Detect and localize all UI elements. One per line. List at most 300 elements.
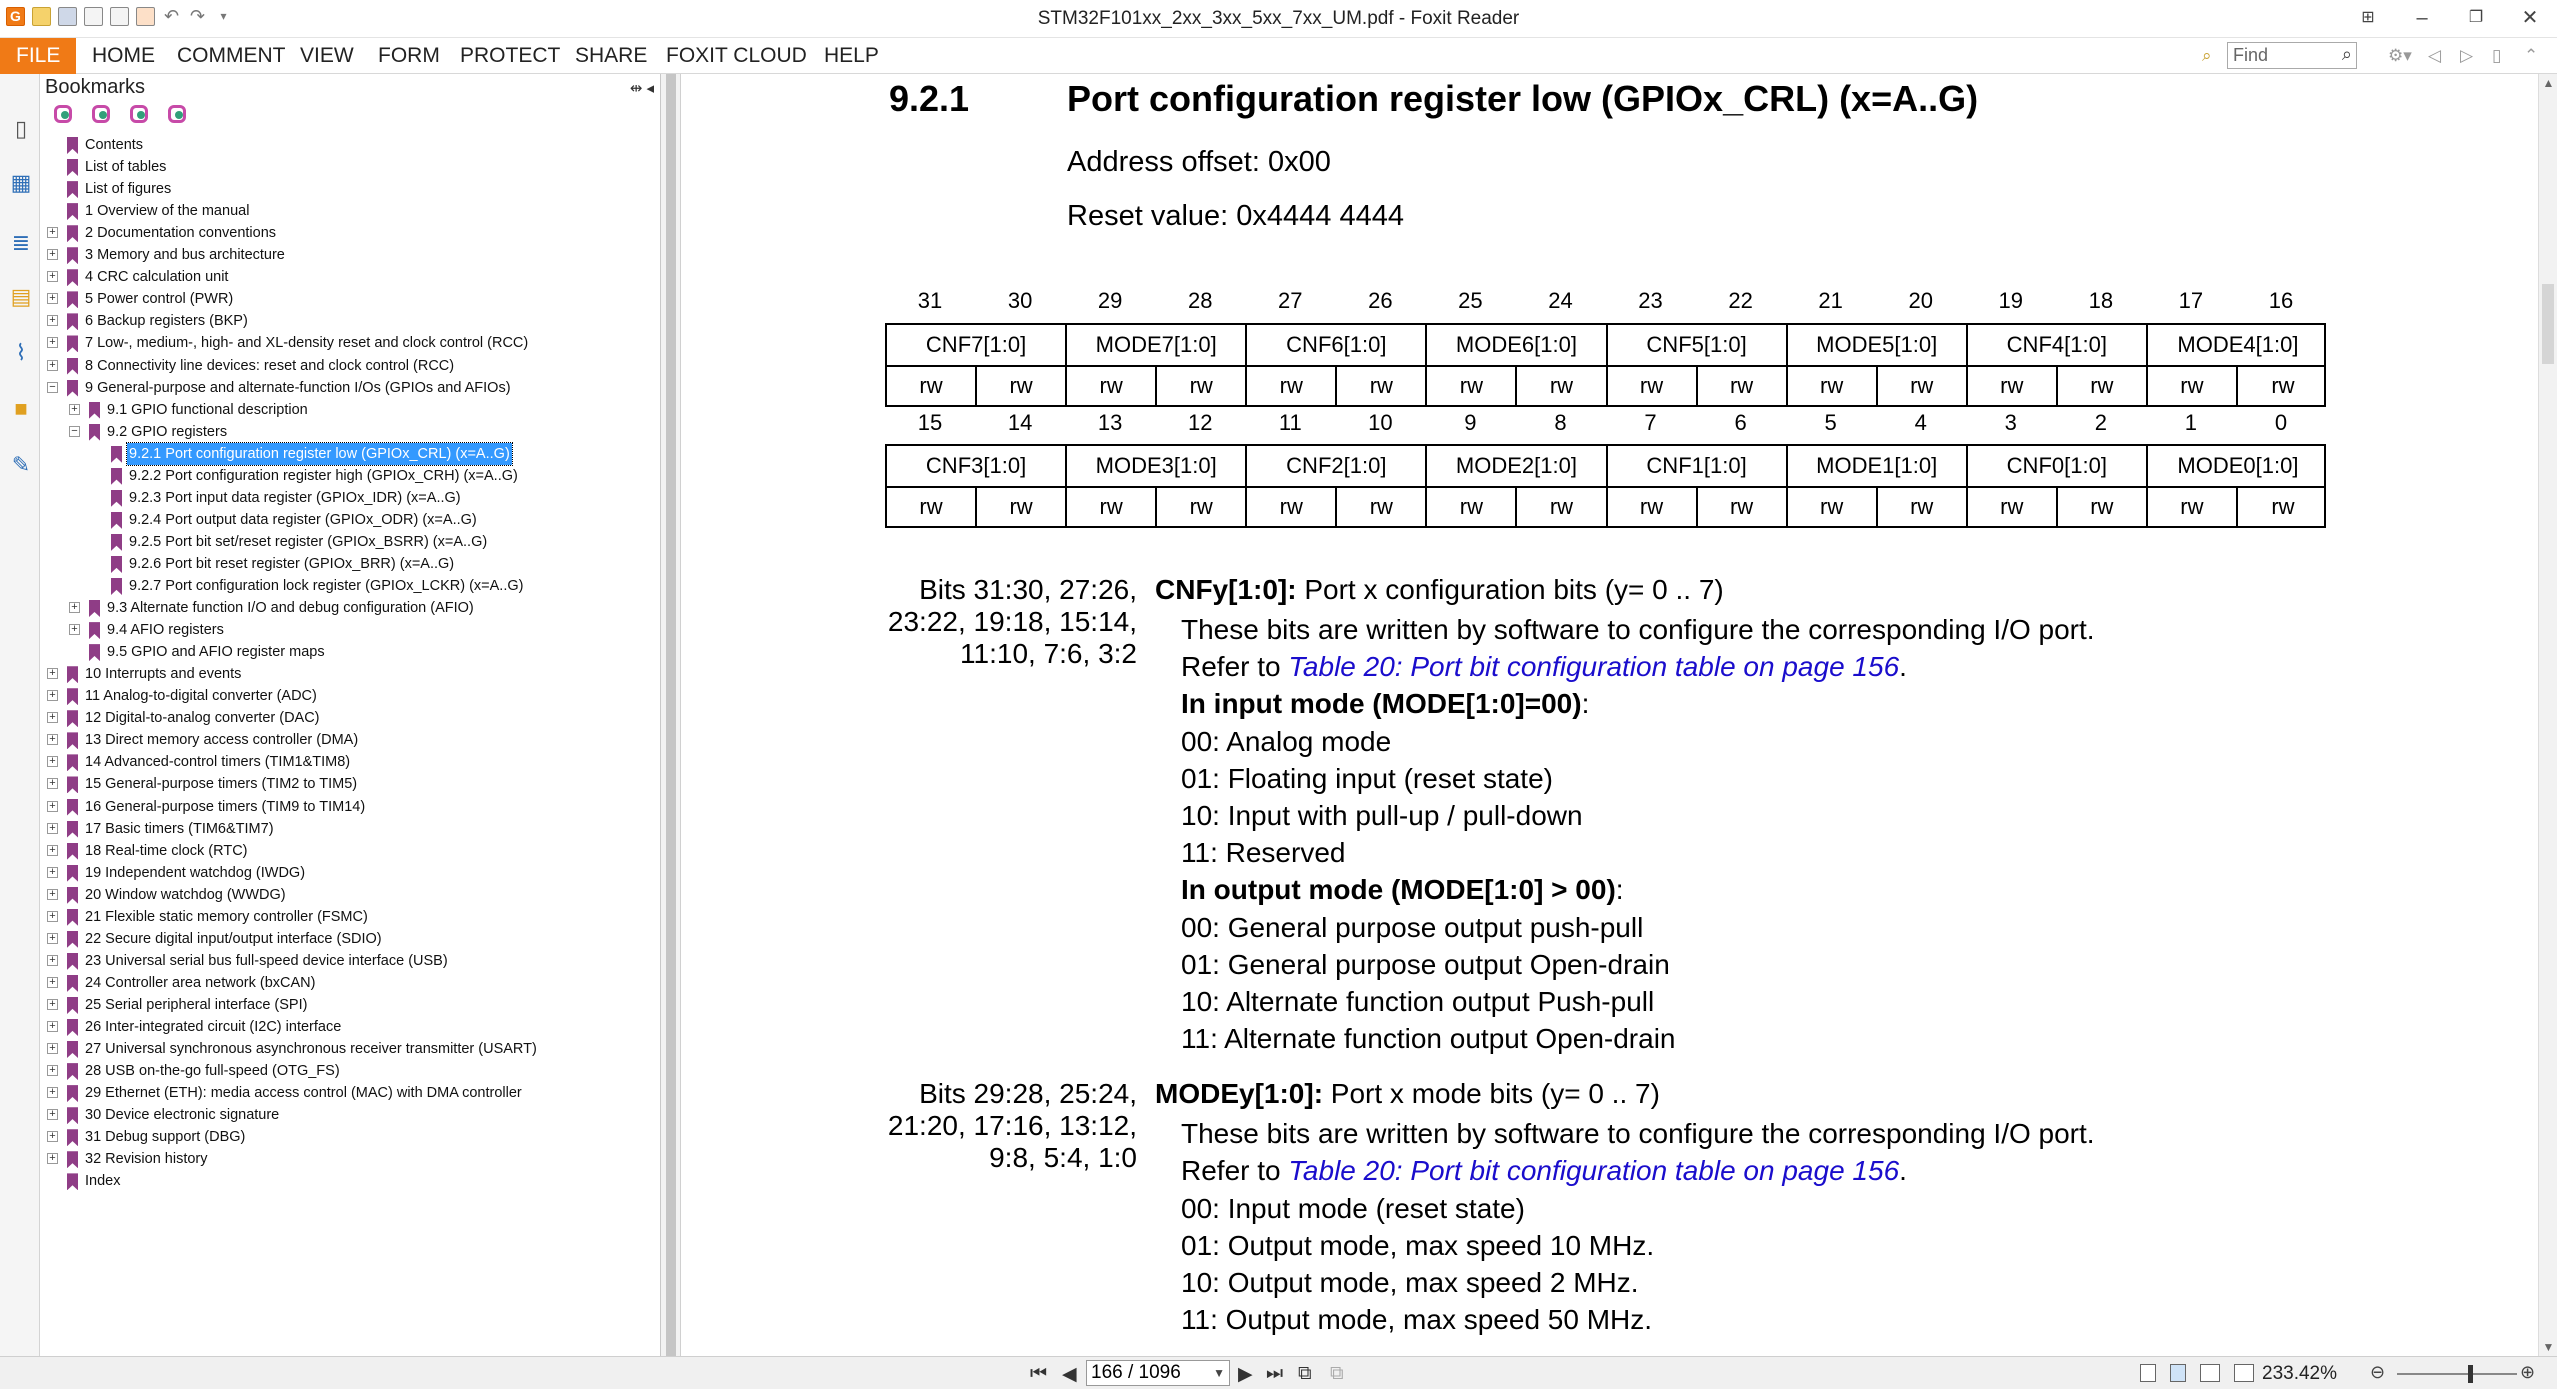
bookmark-label: 9.2 GPIO registers	[107, 423, 228, 440]
bookmark-icon	[67, 225, 78, 242]
bookmark-label: List of tables	[85, 159, 167, 176]
bit-number: 18	[2088, 288, 2114, 313]
bookmark-item[interactable]	[40, 399, 660, 421]
bookmark-item[interactable]	[40, 818, 660, 840]
continuous-page-icon[interactable]	[2170, 1364, 2186, 1382]
bookmark-icon	[67, 291, 78, 308]
bit-number: 6	[1734, 410, 1747, 435]
menu-bar	[0, 38, 2557, 74]
previous-page-icon[interactable]: ◀	[1062, 1364, 1077, 1385]
first-page-icon[interactable]: ⏮	[1030, 1363, 1048, 1384]
mode-heading: MODEy[1:0]: Port x mode bits (y= 0 .. 7)	[1155, 1078, 1660, 1109]
access-cell: rw	[977, 367, 1067, 405]
delete-bookmark-icon[interactable]	[88, 103, 110, 125]
table-20-link[interactable]: Table 20: Port bit configuration table on page 156	[1288, 651, 1900, 682]
expand-icon[interactable]: +	[47, 227, 58, 238]
bookmark-label: 9.2.5 Port bit set/reset register (GPIOx_BSRR) (x=A..G)	[129, 533, 488, 550]
expand-icon[interactable]: +	[69, 404, 80, 415]
bookmark-label: Contents	[85, 137, 144, 153]
bookmark-item[interactable]	[40, 950, 660, 972]
ribbon-toggle-icon[interactable]: ▯	[2492, 46, 2502, 65]
reset-value: Reset value: 0x4444 4444	[1067, 200, 1404, 232]
scroll-down-icon[interactable]: ▼	[2542, 1340, 2555, 1354]
expand-icon[interactable]: +	[47, 668, 58, 679]
expand-icon[interactable]: +	[69, 602, 80, 613]
bookmark-label: 22 Secure digital input/output interface (SDIO)	[85, 930, 382, 947]
field-row-low	[885, 444, 2326, 486]
bookmark-item[interactable]	[40, 884, 660, 906]
bookmark-item[interactable]	[40, 906, 660, 928]
bookmark-label: 21 Flexible static memory controller (FSMC)	[85, 908, 368, 925]
input-mode-item: 11: Reserved	[1181, 837, 1346, 868]
expand-icon[interactable]: +	[47, 801, 58, 812]
next-result-icon[interactable]: ▷	[2460, 46, 2474, 65]
panel-splitter[interactable]	[661, 74, 681, 1356]
bookmark-item[interactable]	[40, 355, 660, 377]
restore-button[interactable]: ❐	[2468, 9, 2484, 26]
bookmark-label: 20 Window watchdog (WWDG)	[85, 886, 286, 903]
bookmark-item[interactable]	[40, 773, 660, 795]
comments-icon[interactable]: ▤	[10, 284, 32, 309]
bookmark-icon	[67, 1129, 78, 1146]
zoom-slider[interactable]	[2397, 1373, 2517, 1375]
expand-icon[interactable]: +	[47, 360, 58, 371]
bit-number: 8	[1554, 410, 1567, 435]
expand-icon[interactable]: +	[47, 1109, 58, 1120]
bit-number: 12	[1187, 410, 1213, 435]
expand-icon[interactable]: +	[47, 271, 58, 282]
cnf-bits-label: Bits 31:30, 27:26, 23:22, 19:18, 15:14, 11:10, 7:6, 3:2	[887, 574, 1137, 669]
bookmark-icon	[67, 997, 78, 1014]
field-row-high	[885, 323, 2326, 365]
bookmark-item[interactable]	[40, 707, 660, 729]
bookmark-item[interactable]	[40, 310, 660, 332]
bookmark-label: 3 Memory and bus architecture	[85, 247, 285, 264]
expand-icon[interactable]: +	[47, 1131, 58, 1142]
bookmark-icon	[67, 335, 78, 352]
bit-number: 23	[1638, 288, 1663, 313]
mode-item: 10: Output mode, max speed 2 MHz.	[1181, 1267, 1639, 1298]
access-cell: rw	[1067, 367, 1157, 405]
bookmarks-panel	[40, 74, 661, 1356]
bookmark-icon	[67, 358, 78, 375]
mode-item: 11: Output mode, max speed 50 MHz.	[1181, 1304, 1653, 1335]
bit-numbers-high	[885, 288, 2326, 318]
bookmark-icon	[67, 953, 78, 970]
access-row-low	[885, 486, 2326, 528]
bookmark-item[interactable]	[40, 266, 660, 288]
expand-icon[interactable]: +	[47, 778, 58, 789]
expand-icon[interactable]: +	[47, 1021, 58, 1032]
mode-item: 00: Input mode (reset state)	[1181, 1193, 1525, 1224]
access-cell: rw	[1698, 367, 1788, 405]
register-field: MODE3[1:0]	[1067, 446, 1247, 486]
bookmark-label: List of figures	[85, 181, 172, 198]
bookmark-item[interactable]	[40, 1082, 660, 1104]
access-cell: rw	[2058, 488, 2148, 526]
access-cell: rw	[1157, 367, 1247, 405]
expand-icon[interactable]: +	[69, 624, 80, 635]
scroll-up-icon[interactable]: ▲	[2542, 76, 2555, 90]
bookmark-icon	[67, 754, 78, 771]
vertical-scrollbar[interactable]	[2538, 74, 2557, 1356]
pages-icon[interactable]: ▦	[10, 170, 32, 195]
register-field: MODE2[1:0]	[1427, 446, 1607, 486]
bookmark-icon	[67, 843, 78, 860]
access-row-high	[885, 365, 2326, 407]
expand-icon[interactable]: +	[47, 1087, 58, 1098]
menu-file[interactable]: FILE	[0, 38, 76, 74]
foxit-logo-icon[interactable]: G	[6, 7, 25, 26]
bookmark-icon	[89, 600, 100, 617]
expand-icon[interactable]: +	[47, 734, 58, 745]
bit-number: 3	[2004, 410, 2017, 435]
bookmark-label: 4 CRC calculation unit	[85, 269, 229, 286]
expand-icon[interactable]: +	[47, 911, 58, 922]
access-cell: rw	[1788, 367, 1878, 405]
expand-icon[interactable]: +	[47, 293, 58, 304]
bookmark-icon	[89, 402, 100, 419]
bit-number: 22	[1728, 288, 1753, 313]
title-bar	[0, 0, 2557, 38]
bookmark-item[interactable]	[40, 244, 660, 266]
bookmark-icon	[67, 1063, 78, 1080]
bookmark-icon	[111, 512, 122, 529]
register-field: CNF5[1:0]	[1608, 325, 1788, 365]
bookmark-icon	[67, 1085, 78, 1102]
bookmark-item[interactable]	[40, 796, 660, 818]
facing-pages-icon[interactable]	[2200, 1364, 2220, 1382]
bookmark-item[interactable]	[40, 685, 660, 707]
search-icon[interactable]: ⌕	[2341, 44, 2352, 64]
bookmark-item[interactable]	[40, 1126, 660, 1148]
settings-icon[interactable]: ⚙▾	[2388, 46, 2412, 65]
register-field: CNF6[1:0]	[1247, 325, 1427, 365]
bookmark-item[interactable]	[40, 531, 660, 553]
bookmark-label: 29 Ethernet (ETH): media access control (MAC) with DMA controller	[85, 1085, 522, 1102]
access-cell: rw	[1067, 488, 1157, 526]
input-mode-item: 10: Input with pull-up / pull-down	[1181, 800, 1583, 831]
bookmark-toolbar	[40, 100, 660, 128]
bookmark-label: Index	[85, 1173, 121, 1190]
access-cell: rw	[2058, 367, 2148, 405]
bookmark-icon	[67, 1107, 78, 1124]
bit-number: 29	[1097, 288, 1123, 313]
bit-number: 7	[1644, 410, 1657, 435]
expand-icon[interactable]: +	[47, 315, 58, 326]
bookmark-item[interactable]	[40, 222, 660, 244]
bit-number: 20	[1908, 288, 1933, 313]
bit-number: 25	[1458, 288, 1483, 313]
bookmark-item[interactable]	[40, 1104, 660, 1126]
access-cell: rw	[1608, 488, 1698, 526]
previous-view-icon[interactable]: ⧉	[1298, 1363, 1312, 1384]
mode-refer: Refer to Table 20: Port bit configuration table on page 156.	[1181, 1155, 1907, 1186]
access-cell: rw	[1517, 367, 1607, 405]
expand-icon[interactable]: +	[47, 823, 58, 834]
access-cell: rw	[1247, 488, 1337, 526]
menu-foxit-cloud[interactable]: FOXIT CLOUD	[666, 44, 807, 67]
bookmark-label: 9 General-purpose and alternate-function I/Os (GPIOs and AFIOs)	[85, 379, 511, 396]
bookmark-item[interactable]	[40, 994, 660, 1016]
bit-number: 27	[1278, 288, 1303, 313]
bookmark-icon	[67, 1019, 78, 1036]
register-field: CNF2[1:0]	[1247, 446, 1427, 486]
bookmark-icon	[67, 666, 78, 683]
bit-number: 0	[2274, 410, 2288, 435]
expand-icon[interactable]: +	[47, 690, 58, 701]
bookmark-item[interactable]	[40, 663, 660, 685]
bit-number: 21	[1818, 288, 1843, 313]
next-page-icon[interactable]: ▶	[1238, 1364, 1253, 1385]
bookmarks-header	[40, 74, 660, 100]
bookmark-label: 24 Controller area network (bxCAN)	[85, 974, 316, 991]
collapse-icon[interactable]: −	[69, 426, 80, 437]
access-cell: rw	[2148, 367, 2238, 405]
access-cell: rw	[1608, 367, 1698, 405]
expand-icon[interactable]: +	[47, 1065, 58, 1076]
expand-icon[interactable]: +	[47, 867, 58, 878]
bookmark-label: 9.2.1 Port configuration register low (GPIOx_CRL) (x=A..G)	[127, 443, 512, 465]
bookmark-icon	[111, 534, 122, 551]
bookmark-item[interactable]	[40, 619, 660, 641]
previous-result-icon[interactable]: ◁	[2428, 46, 2442, 65]
input-mode-heading: In input mode (MODE[1:0]=00):	[1181, 688, 1590, 719]
bit-number: 9	[1464, 410, 1477, 435]
access-cell: rw	[1517, 488, 1607, 526]
bookmark-item[interactable]	[40, 509, 660, 531]
bookmark-icon	[67, 203, 78, 220]
bookmark-item[interactable]	[40, 178, 660, 200]
minimize-button[interactable]: –	[2416, 7, 2428, 29]
bit-number: 2	[2094, 410, 2107, 435]
page-number-input[interactable]: 166 / 1096 ▼	[1086, 1360, 1230, 1386]
collapse-icon[interactable]: −	[47, 382, 58, 393]
chevron-down-icon[interactable]: ▼	[1213, 1366, 1225, 1380]
access-cell: rw	[1878, 367, 1968, 405]
bookmark-item[interactable]	[40, 1148, 660, 1170]
bookmark-icon	[67, 181, 78, 198]
bookmark-item[interactable]	[40, 1170, 660, 1192]
bit-number: 11	[1278, 410, 1302, 435]
scrollbar-thumb[interactable]	[2542, 284, 2554, 364]
expand-icon[interactable]: +	[47, 933, 58, 944]
bookmark-item[interactable]	[40, 200, 660, 222]
bookmark-label: 30 Device electronic signature	[85, 1107, 280, 1124]
bookmark-item[interactable]	[40, 332, 660, 354]
access-cell: rw	[1157, 488, 1247, 526]
zoom-out-icon[interactable]: ⊖	[2370, 1362, 2386, 1382]
menu-form[interactable]: FORM	[378, 44, 440, 67]
bookmark-icon	[67, 137, 78, 154]
menu-home[interactable]: HOME	[92, 44, 155, 67]
bookmark-item[interactable]	[40, 1016, 660, 1038]
expand-icon[interactable]: +	[47, 845, 58, 856]
access-cell: rw	[1427, 367, 1517, 405]
access-cell: rw	[1878, 488, 1968, 526]
bookmark-label: 13 Direct memory access controller (DMA)	[85, 732, 359, 749]
expand-bookmark-icon[interactable]	[50, 103, 72, 125]
bookmark-item[interactable]	[40, 553, 660, 575]
bit-number: 15	[917, 410, 943, 435]
access-cell: rw	[1337, 488, 1427, 526]
bookmark-item[interactable]	[40, 134, 660, 156]
section-title: Port configuration register low (GPIOx_CRL) (x=A..G)	[1067, 78, 1979, 119]
expand-panel-icon[interactable]: ⇹	[629, 80, 643, 97]
single-page-icon[interactable]	[2140, 1364, 2156, 1382]
bookmark-icon	[67, 799, 78, 816]
bookmark-label: 9.5 GPIO and AFIO register maps	[107, 644, 325, 661]
layout-icon[interactable]: ⊞	[2361, 9, 2375, 26]
bookmark-icon	[67, 247, 78, 264]
expand-icon[interactable]: +	[47, 337, 58, 348]
bookmark-item[interactable]	[40, 972, 660, 994]
bookmark-label: 6 Backup registers (BKP)	[85, 313, 248, 330]
bookmark-label: 11 Analog-to-digital converter (ADC)	[85, 688, 317, 705]
bookmark-item[interactable]	[40, 421, 660, 443]
cnf-heading: CNFy[1:0]: Port x configuration bits (y= 0 .. 7)	[1155, 574, 1724, 605]
bit-number: 4	[1914, 410, 1927, 435]
bookmark-icon	[67, 1173, 78, 1190]
expand-icon[interactable]: +	[47, 889, 58, 900]
bookmark-item[interactable]	[40, 597, 660, 619]
table-20-link[interactable]: Table 20: Port bit configuration table on page 156	[1288, 1155, 1900, 1186]
folder-search-icon[interactable]: ⌕	[2202, 46, 2212, 65]
security-lock-icon[interactable]: ■	[14, 396, 28, 421]
zoom-level[interactable]: 233.42%	[2262, 1363, 2338, 1384]
bookmark-item[interactable]	[40, 840, 660, 862]
zoom-in-icon[interactable]: ⊕	[2520, 1362, 2536, 1382]
continuous-facing-icon[interactable]	[2234, 1364, 2254, 1382]
collapse-ribbon-icon[interactable]: ⌃	[2524, 46, 2539, 65]
bookmark-icon	[89, 622, 100, 639]
bookmark-item[interactable]	[40, 641, 660, 663]
bookmark-icon	[89, 424, 100, 441]
bookmark-label: 28 USB on-the-go full-speed (OTG_FS)	[85, 1063, 340, 1080]
navigation-strip	[0, 74, 40, 1356]
output-mode-item: 11: Alternate function output Open-drain	[1181, 1023, 1676, 1054]
bookmark-label: 23 Universal serial bus full-speed device interface (USB)	[85, 952, 448, 969]
expand-icon[interactable]: +	[47, 977, 58, 988]
expand-icon[interactable]: +	[47, 999, 58, 1010]
bookmark-icon	[67, 1151, 78, 1168]
register-field: CNF7[1:0]	[887, 325, 1067, 365]
bookmark-icon	[67, 776, 78, 793]
bookmark-label: 10 Interrupts and events	[85, 666, 242, 683]
bookmark-item[interactable]	[40, 928, 660, 950]
bit-number: 30	[1007, 288, 1033, 313]
bookmark-label: 18 Real-time clock (RTC)	[85, 842, 248, 859]
page-thumbnails-icon[interactable]: ▯	[14, 116, 28, 141]
bookmark-label: 9.2.3 Port input data register (GPIOx_IDR) (x=A..G)	[129, 489, 461, 506]
access-cell: rw	[2271, 373, 2295, 398]
menu-share[interactable]: SHARE	[575, 44, 648, 67]
bookmark-icon	[67, 931, 78, 948]
collapse-panel-icon[interactable]: ◂	[646, 80, 654, 97]
expand-icon[interactable]: +	[47, 1153, 58, 1164]
layers-icon[interactable]: ≣	[11, 230, 31, 255]
access-cell: rw	[887, 367, 977, 405]
access-cell: rw	[977, 488, 1067, 526]
bookmark-icon	[67, 380, 78, 397]
expand-icon[interactable]: +	[47, 249, 58, 260]
bookmark-icon	[67, 1041, 78, 1058]
bookmark-item[interactable]	[40, 862, 660, 884]
bookmark-item[interactable]	[40, 288, 660, 310]
access-cell: rw	[2271, 494, 2295, 519]
window-title: STM32F101xx_2xx_3xx_5xx_7xx_UM.pdf - Foxit Reader	[1037, 8, 1520, 29]
bookmark-icon	[111, 490, 122, 507]
bookmark-tree	[40, 134, 661, 1356]
bookmark-item[interactable]	[40, 377, 660, 399]
bookmark-item[interactable]	[40, 443, 660, 465]
add-bookmark-icon[interactable]	[126, 103, 148, 125]
menu-help[interactable]: HELP	[824, 44, 879, 67]
expand-icon[interactable]: +	[47, 756, 58, 767]
bookmark-icon	[67, 313, 78, 330]
expand-icon[interactable]: +	[47, 1043, 58, 1054]
bookmark-label: 26 Inter-integrated circuit (I2C) interface	[85, 1019, 342, 1035]
bit-number: 5	[1824, 410, 1837, 435]
bookmark-icon	[111, 578, 122, 595]
attachments-icon[interactable]: ⌇	[15, 340, 27, 365]
input-mode-item: 00: Analog mode	[1181, 726, 1392, 757]
input-mode-item: 01: Floating input (reset state)	[1181, 763, 1553, 794]
bit-numbers-low	[885, 410, 2326, 440]
bookmark-label: 17 Basic timers (TIM6&TIM7)	[85, 820, 274, 837]
bookmark-label: 9.3 Alternate function I/O and debug configuration (AFIO)	[107, 600, 474, 617]
register-field: MODE1[1:0]	[1788, 446, 1968, 486]
bookmark-label: 8 Connectivity line devices: reset and clock control (RCC)	[85, 357, 455, 374]
bookmark-label: 19 Independent watchdog (IWDG)	[85, 864, 306, 881]
find-input[interactable]: Find ⌕	[2227, 42, 2357, 69]
bookmark-label: 31 Debug support (DBG)	[85, 1129, 246, 1146]
zoom-slider-thumb[interactable]	[2468, 1365, 2473, 1383]
menu-comment[interactable]: COMMENT	[177, 44, 286, 67]
bit-number: 1	[2184, 410, 2198, 435]
bookmark-properties-icon[interactable]	[164, 103, 186, 125]
bookmark-item[interactable]	[40, 156, 660, 178]
bookmark-item[interactable]	[40, 487, 660, 509]
signature-icon[interactable]: ✎	[11, 452, 31, 477]
redo-icon[interactable]: ↷	[189, 6, 206, 26]
menu-view[interactable]: VIEW	[300, 44, 354, 67]
undo-icon[interactable]: ↶	[163, 6, 180, 26]
access-cell: rw	[2148, 488, 2238, 526]
expand-icon[interactable]: +	[47, 712, 58, 723]
bookmark-item[interactable]	[40, 1060, 660, 1082]
customize-toolbar-icon[interactable]: ▾	[220, 9, 227, 23]
register-field: MODE5[1:0]	[1788, 325, 1968, 365]
bookmark-item[interactable]	[40, 465, 660, 487]
bit-number: 24	[1548, 288, 1573, 313]
expand-icon[interactable]: +	[47, 955, 58, 966]
bookmark-item[interactable]	[40, 575, 660, 597]
bookmark-item[interactable]	[40, 751, 660, 773]
menu-protect[interactable]: PROTECT	[460, 44, 561, 67]
close-button[interactable]: ✕	[2521, 7, 2539, 29]
next-view-icon[interactable]: ⧉	[1330, 1363, 1344, 1384]
last-page-icon[interactable]: ⏭	[1266, 1363, 1284, 1384]
access-cell: rw	[887, 488, 977, 526]
access-cell: rw	[1788, 488, 1878, 526]
bookmark-icon	[67, 821, 78, 838]
bookmark-item[interactable]	[40, 729, 660, 751]
bookmark-icon	[67, 865, 78, 882]
bookmark-item[interactable]	[40, 1038, 660, 1060]
bookmark-icon	[89, 644, 100, 661]
bookmark-label: 9.2.6 Port bit reset register (GPIOx_BRR) (x=A..G)	[129, 555, 455, 572]
